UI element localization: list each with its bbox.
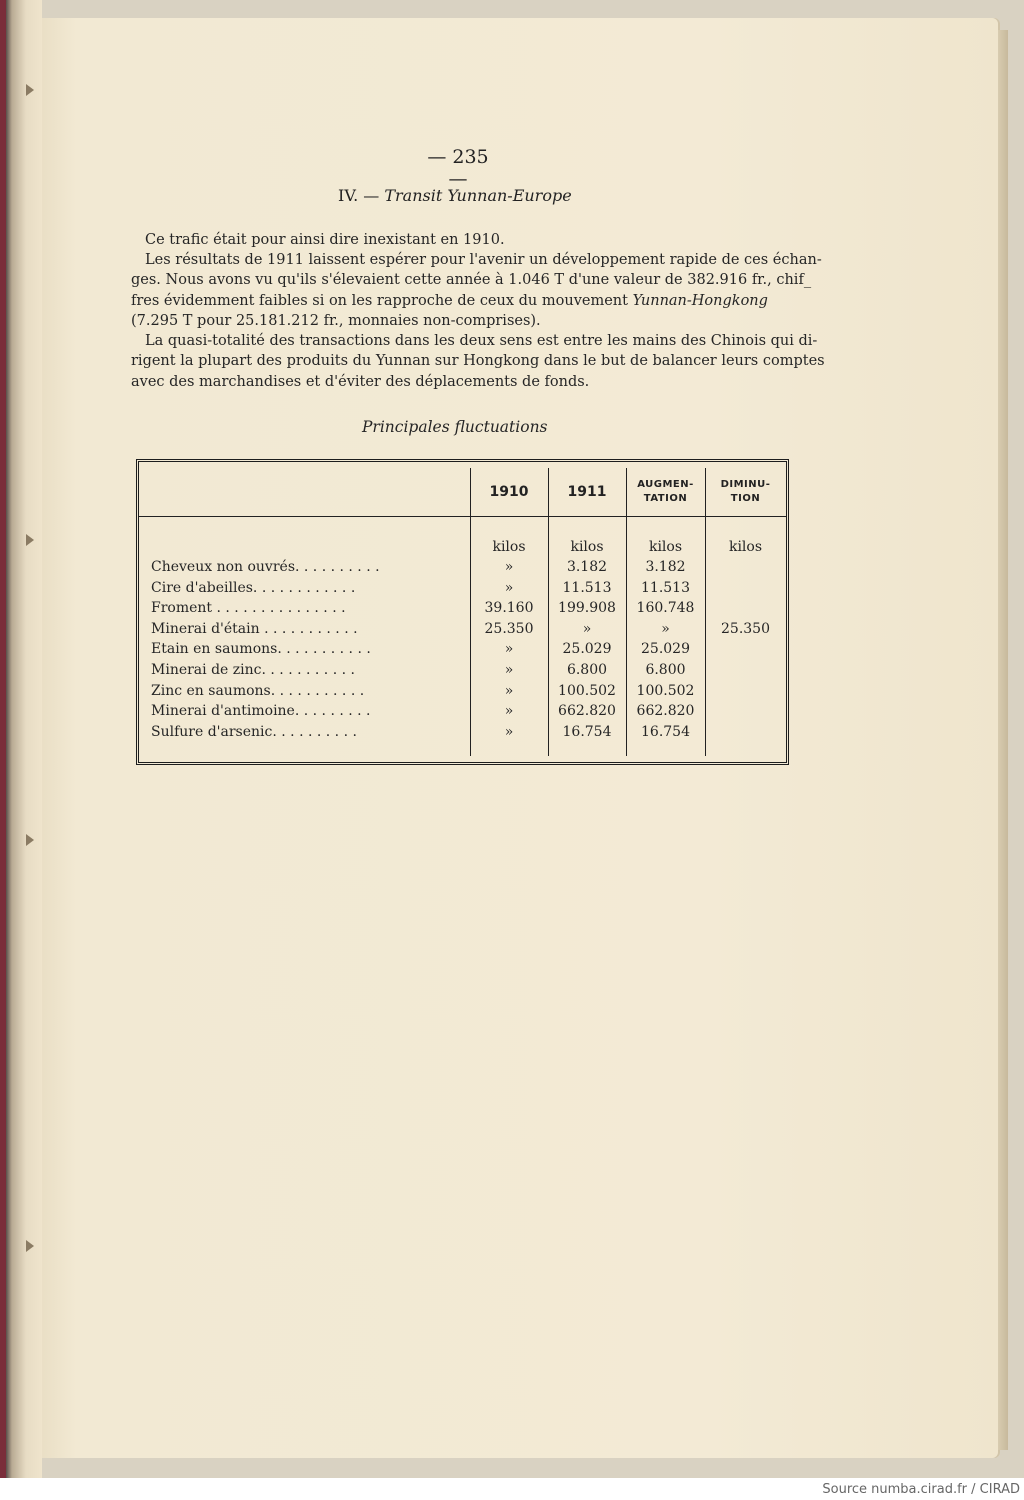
header-1910: 1910 (489, 484, 529, 500)
cell-1910: 25.350 (484, 620, 534, 637)
header-diminution-line2: TION (730, 493, 761, 504)
row-label: Sulfure d'arsenic. . . . . . . . . . (151, 723, 357, 740)
paragraph-line: rigent la plupart des produits du Yunnan sur Hongkong dans le but de balancer leurs comptes (131, 353, 825, 370)
paragraph-line: Les résultats de 1911 laissent espérer pour l'avenir un développement rapide de ces échan- (145, 252, 822, 268)
paragraph-2 (131, 250, 822, 331)
cell-augmentation: 25.029 (641, 641, 690, 658)
header-augmentation (626, 470, 705, 514)
cell-augmentation: 100.502 (636, 682, 695, 699)
header-augmentation-line1: AUGMEN- (637, 479, 694, 490)
cell-1910: 39.160 (484, 600, 534, 617)
cell-1910: » (504, 682, 514, 699)
cell-1911: 25.029 (562, 641, 612, 658)
binding-notch (26, 1240, 34, 1252)
cell-1910: » (504, 703, 514, 720)
unit-1910: kilos (492, 539, 526, 555)
binding-notch (26, 834, 34, 846)
table-title: Principales fluctuations (362, 418, 548, 436)
spine-strip (0, 0, 6, 1478)
section-number: IV. — (338, 186, 380, 205)
paragraph-1 (131, 230, 787, 250)
cell-1911: 16.754 (562, 723, 612, 740)
cell-augmentation: 662.820 (636, 703, 695, 720)
row-label: Zinc en saumons. . . . . . . . . . . (151, 682, 365, 699)
cell-1911: 199.908 (558, 600, 616, 617)
cell-augmentation: 6.800 (645, 662, 686, 678)
cell-1910: » (504, 723, 514, 740)
cell-1910: » (504, 559, 514, 575)
cell-1910: » (504, 662, 514, 678)
cell-augmentation: 3.182 (645, 559, 686, 575)
page-number: — 235 — (427, 146, 489, 190)
paragraph-3 (131, 331, 825, 392)
cell-1911: 11.513 (562, 579, 612, 596)
section-title (338, 186, 572, 205)
paragraph-line-italic: Yunnan-Hongkong (632, 292, 768, 309)
paragraph-line-text: fres évidemment faibles si on les rapproche de ceux du mouvement (131, 292, 633, 309)
binding-notch (26, 84, 34, 96)
row-label: Minerai d'étain . . . . . . . . . . . (151, 620, 358, 637)
unit-diminution: kilos (728, 539, 763, 555)
header-diminution (705, 470, 786, 514)
paragraph-line: Ce trafic était pour ainsi dire inexistant en 1910. (145, 232, 505, 248)
cell-1911: 100.502 (558, 682, 616, 699)
cell-diminution: 25.350 (721, 620, 770, 637)
header-rule (139, 516, 786, 517)
source-credit: Source numba.cirad.fr / CIRAD (822, 1482, 1020, 1497)
row-label: Cheveux non ouvrés. . . . . . . . . . (151, 559, 380, 575)
header-1911: 1911 (567, 484, 607, 500)
header-augmentation-line2: TATION (643, 493, 688, 504)
header-diminution-line1: DIMINU- (720, 479, 771, 490)
unit-augmentation: kilos (648, 539, 683, 555)
section-title-text: Transit Yunnan-Europe (384, 186, 572, 205)
row-label: Minerai d'antimoine. . . . . . . . . (151, 703, 371, 720)
paragraph-line: (7.295 T pour 25.181.212 fr., monnaies non-comprises). (131, 312, 541, 329)
cell-1911: 6.800 (566, 662, 608, 678)
cell-1911: » (582, 620, 592, 637)
row-label: Cire d'abeilles. . . . . . . . . . . . (151, 579, 356, 596)
fluctuations-table (136, 459, 789, 765)
row-label: Froment . . . . . . . . . . . . . . . (151, 600, 346, 617)
paragraph-line: La quasi-totalité des transactions dans les deux sens est entre les mains des Chinois qui di- (145, 333, 818, 349)
paragraph-line (131, 291, 787, 311)
row-label: Minerai de zinc. . . . . . . . . . . (151, 662, 355, 678)
binding-notch (26, 534, 34, 546)
page-edge (998, 30, 1008, 1450)
cell-1911: 662.820 (558, 703, 616, 720)
cell-1910: » (504, 641, 514, 658)
cell-augmentation: 11.513 (641, 579, 690, 596)
unit-1911: kilos (570, 539, 604, 555)
cell-augmentation: 16.754 (641, 723, 690, 740)
cell-augmentation: 160.748 (636, 600, 695, 617)
row-label: Etain en saumons. . . . . . . . . . . (151, 641, 371, 658)
cell-1911: 3.182 (566, 559, 608, 575)
cell-augmentation: » (661, 620, 670, 637)
paragraph-line: avec des marchandises et d'éviter des déplacements de fonds. (131, 373, 590, 390)
paragraph-line: ges. Nous avons vu qu'ils s'élevaient cette année à 1.046 T d'une valeur de 382.916 fr., chif_ (131, 272, 812, 289)
cell-1910: » (504, 579, 514, 596)
book-binding (0, 0, 42, 1478)
